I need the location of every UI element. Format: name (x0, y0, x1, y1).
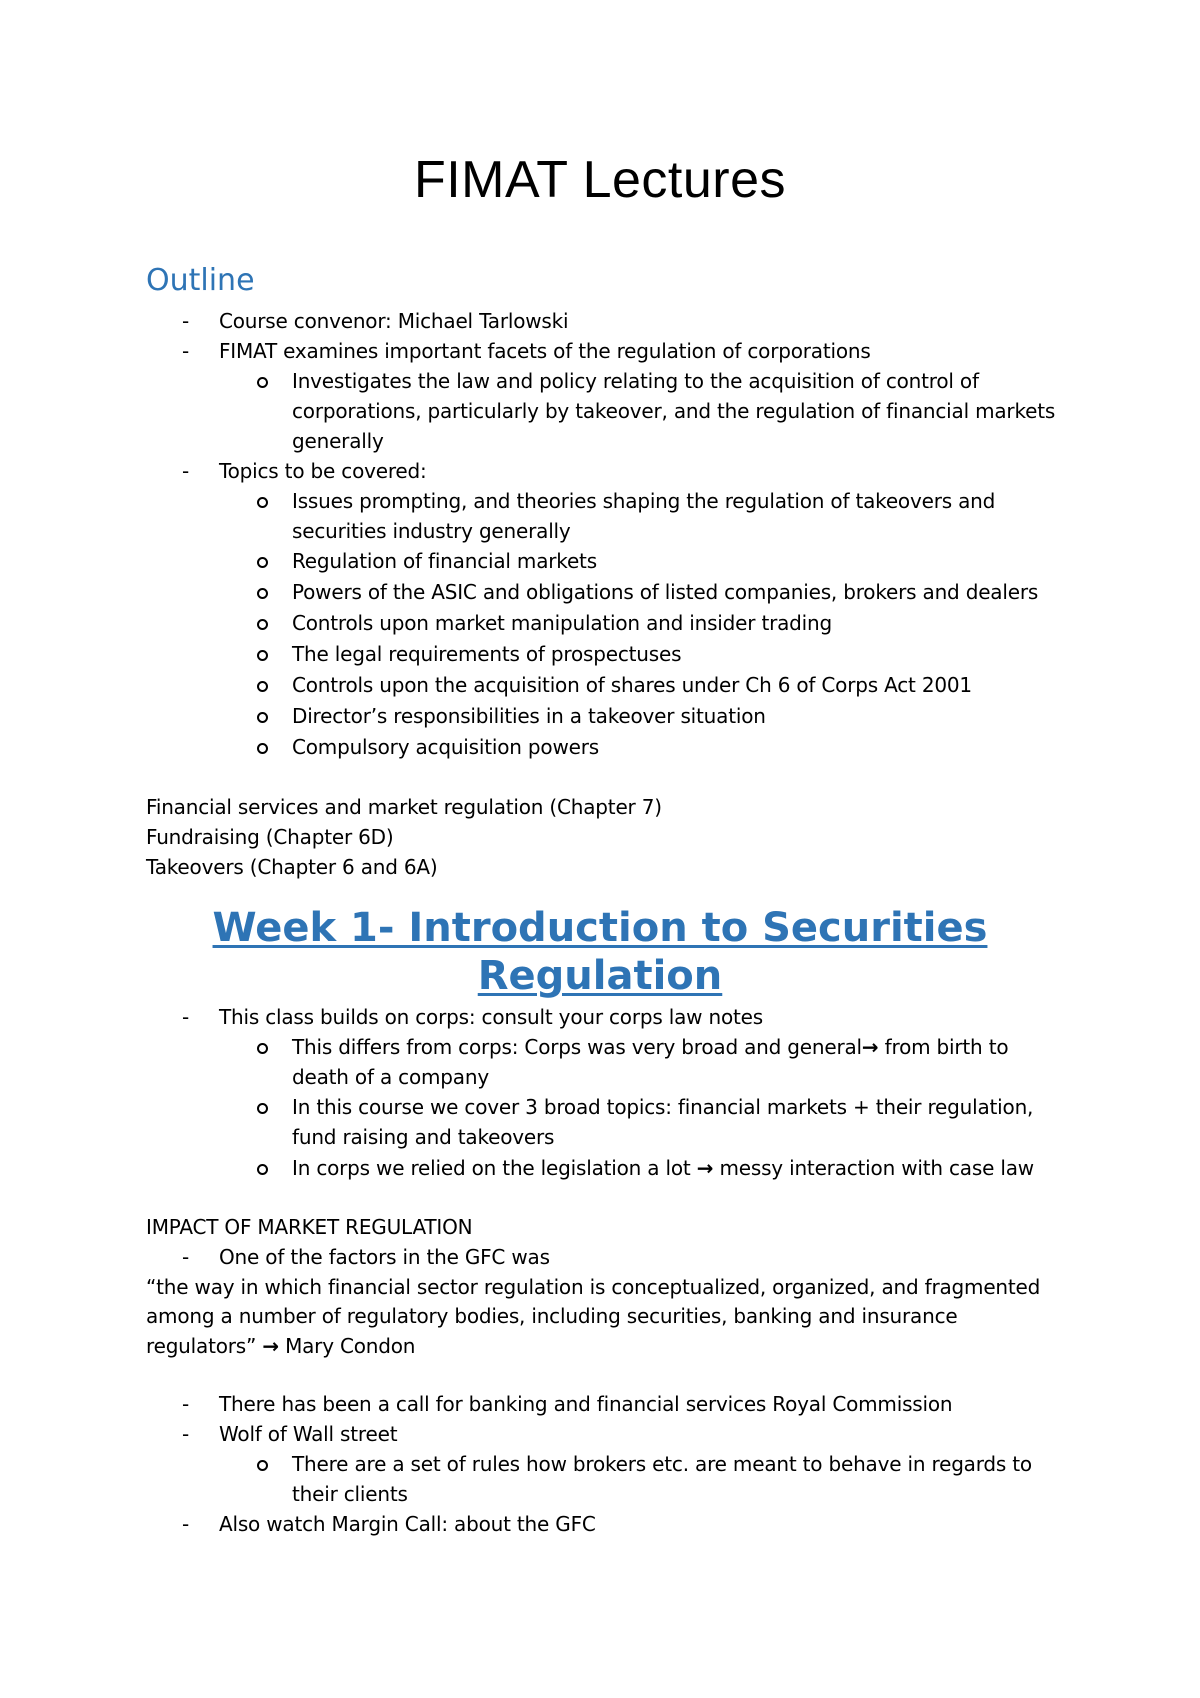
list-item: Controls upon market manipulation and insider trading (292, 611, 832, 635)
dash-bullet: - (182, 1245, 190, 1269)
circle-bullet-icon (257, 1164, 268, 1175)
circle-bullet-icon (257, 681, 268, 692)
section-heading: IMPACT OF MARKET REGULATION (146, 1215, 473, 1239)
outline-heading: Outline (146, 263, 255, 298)
document-title: FIMAT Lectures (413, 151, 787, 209)
circle-bullet-icon (257, 712, 268, 723)
list-item-continued: fund raising and takeovers (292, 1125, 555, 1149)
list-item-text: In corps we relied on the legislation a lot (292, 1156, 691, 1180)
circle-bullet-icon (257, 497, 268, 508)
circle-bullet-icon (257, 743, 268, 754)
list-item: Issues prompting, and theories shaping the regulation of takeovers and (292, 489, 996, 513)
list-item-continued: death of a company (292, 1065, 489, 1089)
list-item-text: from birth to (884, 1035, 1009, 1059)
dash-bullet: - (182, 339, 190, 363)
list-item-continued: securities industry generally (292, 519, 571, 543)
quote-attribution: Mary Condon (285, 1334, 416, 1358)
list-item: Topics to be covered: (219, 459, 427, 483)
list-item-continued: generally (292, 429, 384, 453)
circle-bullet-icon (257, 1460, 268, 1471)
dash-bullet: - (182, 1005, 190, 1029)
dash-bullet: - (182, 1512, 190, 1536)
list-item: This class builds on corps: consult your corps law notes (219, 1005, 763, 1029)
quote-line (146, 1331, 415, 1361)
list-item: Wolf of Wall street (219, 1422, 398, 1446)
list-item: One of the factors in the GFC was (219, 1245, 550, 1269)
dash-bullet: - (182, 309, 190, 333)
circle-bullet-icon (257, 619, 268, 630)
list-item-continued: corporations, particularly by takeover, and the regulation of financial markets (292, 399, 1056, 423)
arrow-right-icon: → (262, 1334, 279, 1358)
list-item: Investigates the law and policy relating to the acquisition of control of (292, 369, 979, 393)
list-item: FIMAT examines important facets of the regulation of corporations (219, 339, 871, 363)
chapter-line: Financial services and market regulation (Chapter 7) (146, 795, 662, 819)
list-item (292, 1153, 1034, 1183)
chapter-line: Fundraising (Chapter 6D) (146, 825, 394, 849)
list-item: Director’s responsibilities in a takeover situation (292, 704, 766, 728)
quote-text: regulators” (146, 1334, 257, 1358)
week1-heading-continued: Regulation (477, 953, 723, 999)
list-item: Controls upon the acquisition of shares under Ch 6 of Corps Act 2001 (292, 673, 972, 697)
list-item: Powers of the ASIC and obligations of listed companies, brokers and dealers (292, 580, 1039, 604)
list-item-text: messy interaction with case law (719, 1156, 1034, 1180)
arrow-right-icon: → (696, 1156, 714, 1180)
list-item-continued: their clients (292, 1482, 408, 1506)
circle-bullet-icon (257, 557, 268, 568)
dash-bullet: - (182, 1422, 190, 1446)
circle-bullet-icon (257, 1043, 268, 1054)
circle-bullet-icon (257, 588, 268, 599)
list-item (292, 1032, 1008, 1062)
dash-bullet: - (182, 459, 190, 483)
quote-line: among a number of regulatory bodies, including securities, banking and insurance (146, 1304, 958, 1328)
quote-line: “the way in which financial sector regulation is conceptualized, organized, and fragmented (146, 1275, 1041, 1299)
list-item: In this course we cover 3 broad topics: financial markets + their regulation, (292, 1095, 1034, 1119)
week1-heading: Week 1- Introduction to Securities (212, 905, 988, 951)
circle-bullet-icon (257, 650, 268, 661)
chapter-line: Takeovers (Chapter 6 and 6A) (146, 855, 438, 879)
list-item-text: This differs from corps: Corps was very broad and general (292, 1035, 862, 1059)
circle-bullet-icon (257, 377, 268, 388)
list-item: Course convenor: Michael Tarlowski (219, 309, 569, 333)
list-item: There are a set of rules how brokers etc. are meant to behave in regards to (292, 1452, 1032, 1476)
arrow-right-icon: → (861, 1035, 879, 1059)
list-item: Regulation of financial markets (292, 549, 597, 573)
circle-bullet-icon (257, 1103, 268, 1114)
list-item: The legal requirements of prospectuses (292, 642, 682, 666)
list-item: Also watch Margin Call: about the GFC (219, 1512, 596, 1536)
list-item: There has been a call for banking and financial services Royal Commission (219, 1392, 953, 1416)
dash-bullet: - (182, 1392, 190, 1416)
list-item: Compulsory acquisition powers (292, 735, 599, 759)
